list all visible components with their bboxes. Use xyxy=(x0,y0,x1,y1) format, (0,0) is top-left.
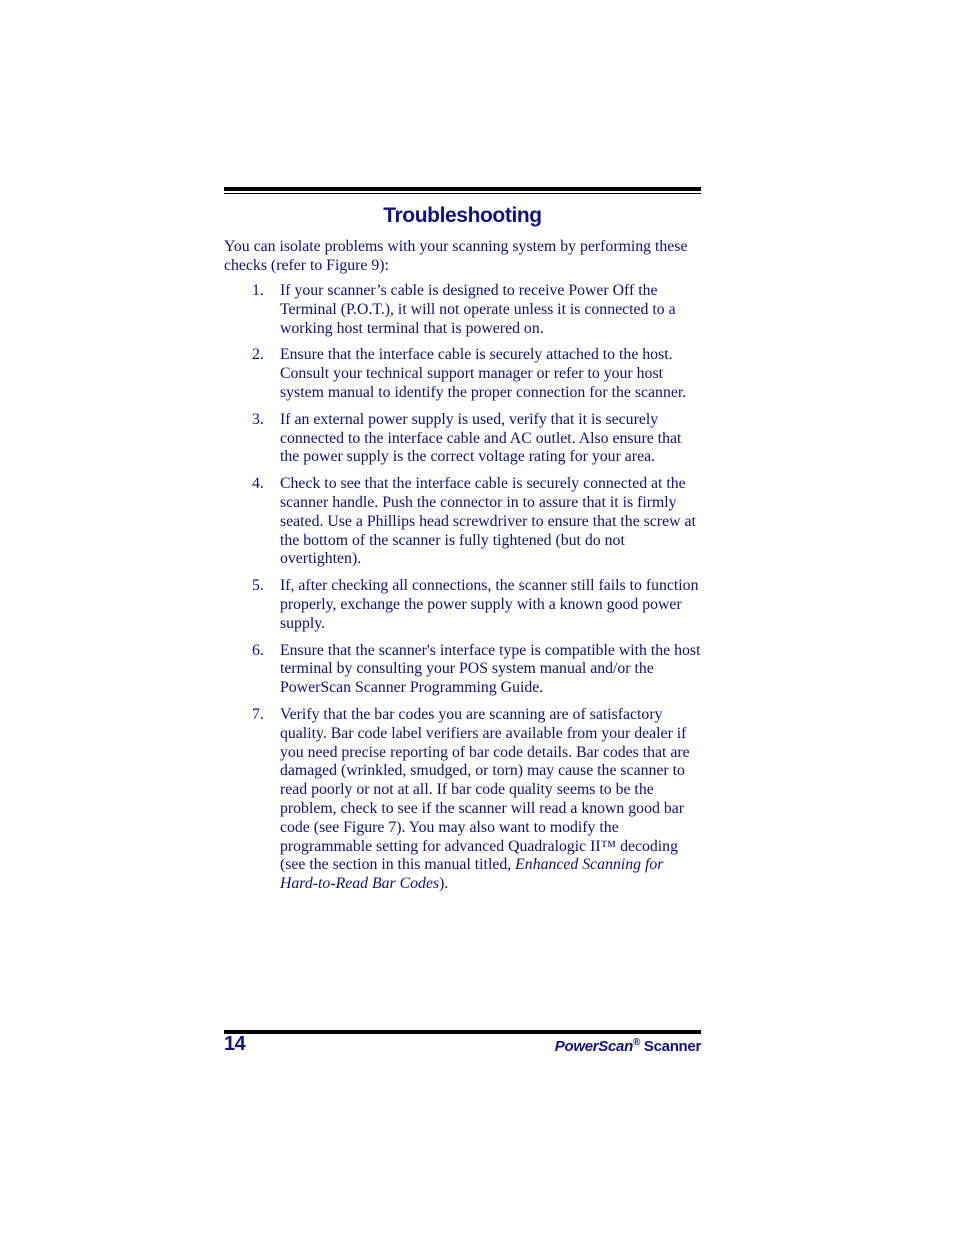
list-item xyxy=(224,411,701,467)
running-footer-title xyxy=(555,1037,701,1055)
list-item xyxy=(224,706,701,894)
list-item xyxy=(224,282,701,338)
step-number: 1. xyxy=(252,282,264,299)
footer-rule xyxy=(224,1030,701,1034)
intro-paragraph: You can isolate problems with your scanning system by performing these checks (refer to Figure 9): xyxy=(224,238,688,274)
step-text: If, after checking all connections, the scanner still fails to function properly, exchange the power supply with a known good power supply. xyxy=(280,577,699,632)
header-rule-thick xyxy=(224,187,701,191)
step-number: 2. xyxy=(252,346,264,364)
product-name: PowerScan xyxy=(554,1038,633,1055)
step-text: Ensure that the scanner's interface type is compatible with the host terminal by consulting your POS system manual and/or the PowerScan Scanner Programming Guide. xyxy=(280,641,701,697)
page-number: 14 xyxy=(224,1033,246,1055)
step-text: If your scanner’s cable is designed to receive Power Off the Terminal (P.O.T.), it will not operate unless it is connected to a working host terminal that is powered on. xyxy=(280,282,676,337)
step-text: Ensure that the interface cable is securely attached to the host. Consult your technical support manager or refer to your host system manual to identify the proper connection for the scanner. xyxy=(280,346,687,401)
list-item xyxy=(224,475,701,569)
step-number: 4. xyxy=(252,475,264,493)
registered-mark: ® xyxy=(632,1037,641,1048)
step-text: Verify that the bar codes you are scanning are of satisfactory quality. Bar code label verifiers are available from your dealer if you need precise reporting of bar code details. Bar codes that are damaged (wrinkled, smudged, or torn) may cause the scanner to read poorly or not at all. If bar code quality seems to be the problem, check to see if the scanner will read a known good bar code (see Figure 7). You may also want to modify the programmable setting for advanced Quadralogic II™ decoding (see the section in this manual titled, xyxy=(280,705,690,874)
step-text: If an external power supply is used, verify that it is securely connected to the interface cable and AC outlet. Also ensure that the power supply is the correct voltage rating for your area. xyxy=(280,410,682,466)
step-text-tail: ). xyxy=(439,875,449,893)
troubleshooting-steps xyxy=(224,282,701,902)
list-item xyxy=(224,642,701,698)
step-number: 5. xyxy=(252,577,264,595)
step-number: 3. xyxy=(252,410,264,428)
section-title: Troubleshooting xyxy=(383,204,542,227)
step-text: Check to see that the interface cable is securely connected at the scanner handle. Push the connector in to assure that it is firmly seated. Use a Phillips head screwdriver to ensure that the screw at the bottom of the scanner is fully tightened (but do not overtighten). xyxy=(280,475,696,568)
list-item xyxy=(224,577,701,633)
manual-section-reference: Enhanced Scanning for Hard-to-Read Bar Codes xyxy=(280,856,664,893)
document-page xyxy=(224,0,701,1235)
step-number: 7. xyxy=(252,705,264,723)
step-number: 6. xyxy=(252,641,264,659)
list-item xyxy=(224,346,701,402)
product-suffix: Scanner xyxy=(640,1038,701,1055)
header-rule-thin xyxy=(224,193,701,194)
